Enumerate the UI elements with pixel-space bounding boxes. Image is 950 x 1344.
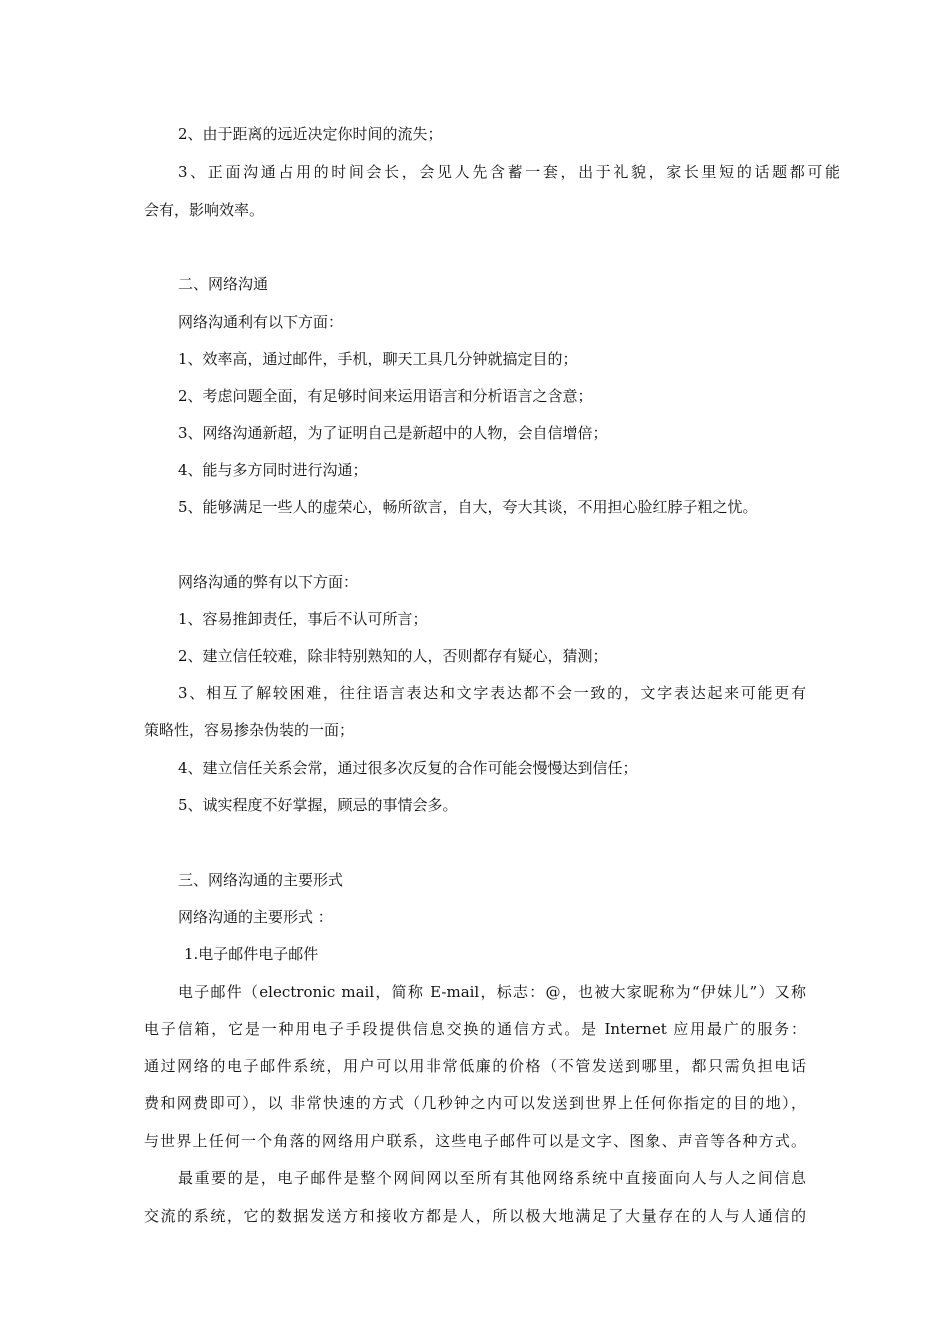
text-line: 网络沟通的弊有以下方面：: [178, 573, 359, 591]
section-heading: 二、网络沟通: [178, 275, 269, 293]
list-item: 4、建立信任关系会常，通过很多次反复的合作可能会慢慢达到信任；: [178, 759, 638, 777]
paragraph-line: 电子邮件（electronic mail，简称 E-mail，标志：@，也被大家昵称为“伊妹儿”）又称: [178, 983, 806, 1001]
text-line: 网络沟通的主要形式 ：: [178, 908, 333, 926]
list-item: 1、效率高，通过邮件，手机，聊天工具几分钟就搞定目的；: [178, 350, 578, 368]
paragraph-line: 通过网络的电子邮件系统，用户可以用非常低廉的价格（不管发送到哪里，都只需负担电话: [144, 1057, 806, 1075]
text-line: 3、正面沟通占用的时间会长，会见人先含蓄一套，出于礼貌，家长里短的话题都可能: [178, 163, 840, 181]
list-item: 1、容易推卸责任，事后不认可所言；: [178, 610, 428, 628]
text-line: 网络沟通利有以下方面：: [178, 313, 344, 331]
section-heading: 三、网络沟通的主要形式: [178, 871, 344, 889]
list-item: 3、相互了解较困难，往往语言表达和文字表达都不会一致的，文字表达起来可能更有: [178, 684, 806, 702]
text-line: 策略性，容易掺杂伪装的一面；: [144, 721, 355, 739]
paragraph-line: 费和网费即可），以 非常快速的方式（几秒钟之内可以发送到世界上任何你指定的目的地），: [144, 1094, 806, 1112]
paragraph-line: 与世界上任何一个角落的网络用户联系，这些电子邮件可以是文字、图象、声音等各种方式。: [144, 1132, 806, 1150]
paragraph-line: 交流的系统，它的数据发送方和接收方都是人，所以极大地满足了大量存在的人与人通信的: [144, 1207, 806, 1225]
subheading: 1.电子邮件电子邮件: [184, 945, 319, 963]
list-item: 5、能够满足一些人的虚荣心，畅所欲言，自大，夸大其谈，不用担心脸红脖子粗之忧。: [178, 498, 758, 516]
list-item: 4、能与多方同时进行沟通；: [178, 461, 368, 479]
text-line: 2、由于距离的远近决定你时间的流失；: [178, 125, 443, 143]
list-item: 3、网络沟通新超，为了证明自己是新超中的人物，会自信增倍；: [178, 424, 608, 442]
list-item: 2、建立信任较难，除非特别熟知的人，否则都存有疑心，猜测；: [178, 647, 608, 665]
list-item: 5、诚实程度不好掌握，顾忌的事情会多。: [178, 796, 458, 814]
paragraph-line: 电子信箱，它是一种用电子手段提供信息交换的通信方式。是 Internet 应用最广的服务：: [144, 1020, 806, 1038]
paragraph-line: 最重要的是，电子邮件是整个网间网以至所有其他网络系统中直接面向人与人之间信息: [178, 1169, 806, 1187]
text-line: 会有，影响效率。: [144, 201, 265, 219]
list-item: 2、考虑问题全面，有足够时间来运用语言和分析语言之含意；: [178, 387, 593, 405]
